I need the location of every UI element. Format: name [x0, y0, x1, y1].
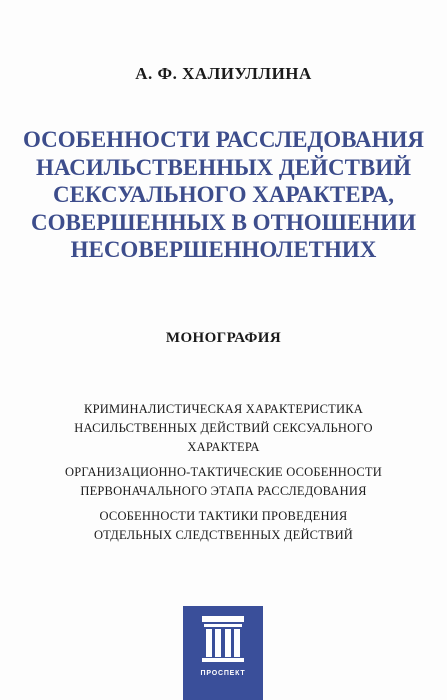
topic-line: ХАРАКТЕРА — [187, 440, 260, 454]
prospekt-logo-icon — [202, 616, 244, 662]
topic-line: ОСОБЕННОСТИ ТАКТИКИ ПРОВЕДЕНИЯ — [99, 509, 348, 523]
book-title-line: НАСИЛЬСТВЕННЫХ ДЕЙСТВИЙ — [35, 154, 412, 180]
topic-line: НАСИЛЬСТВЕННЫХ ДЕЙСТВИЙ СЕКСУАЛЬНОГО — [74, 421, 373, 435]
publisher-logo — [183, 606, 263, 700]
topic-line: ПЕРВОНАЧАЛЬНОГО ЭТАПА РАССЛЕДОВАНИЯ — [80, 484, 367, 498]
topic-item — [0, 400, 447, 457]
topic-item — [0, 463, 447, 501]
topics-list — [0, 400, 447, 551]
topic-line: ОТДЕЛЬНЫХ СЛЕДСТВЕННЫХ ДЕЙСТВИЙ — [93, 528, 354, 542]
book-title — [0, 126, 447, 264]
book-title-line: СОВЕРШЕННЫХ В ОТНОШЕНИИ — [31, 209, 416, 235]
book-title-line: НЕСОВЕРШЕННОЛЕТНИХ — [70, 237, 377, 262]
publisher-name: ПРОСПЕКТ — [200, 670, 246, 677]
topic-line: КРИМИНАЛИСТИЧЕСКАЯ ХАРАКТЕРИСТИКА — [84, 402, 363, 416]
topic-line: ОРГАНИЗАЦИОННО-ТАКТИЧЕСКИЕ ОСОБЕННОСТИ — [65, 465, 382, 479]
book-title-line: ОСОБЕННОСТИ РАССЛЕДОВАНИЯ — [22, 127, 425, 152]
book-genre: МОНОГРАФИЯ — [165, 330, 282, 346]
book-title-line: СЕКСУАЛЬНОГО ХАРАКТЕРА, — [52, 182, 395, 207]
topic-item — [0, 507, 447, 545]
author-name: А. Ф. ХАЛИУЛЛИНА — [135, 64, 312, 83]
